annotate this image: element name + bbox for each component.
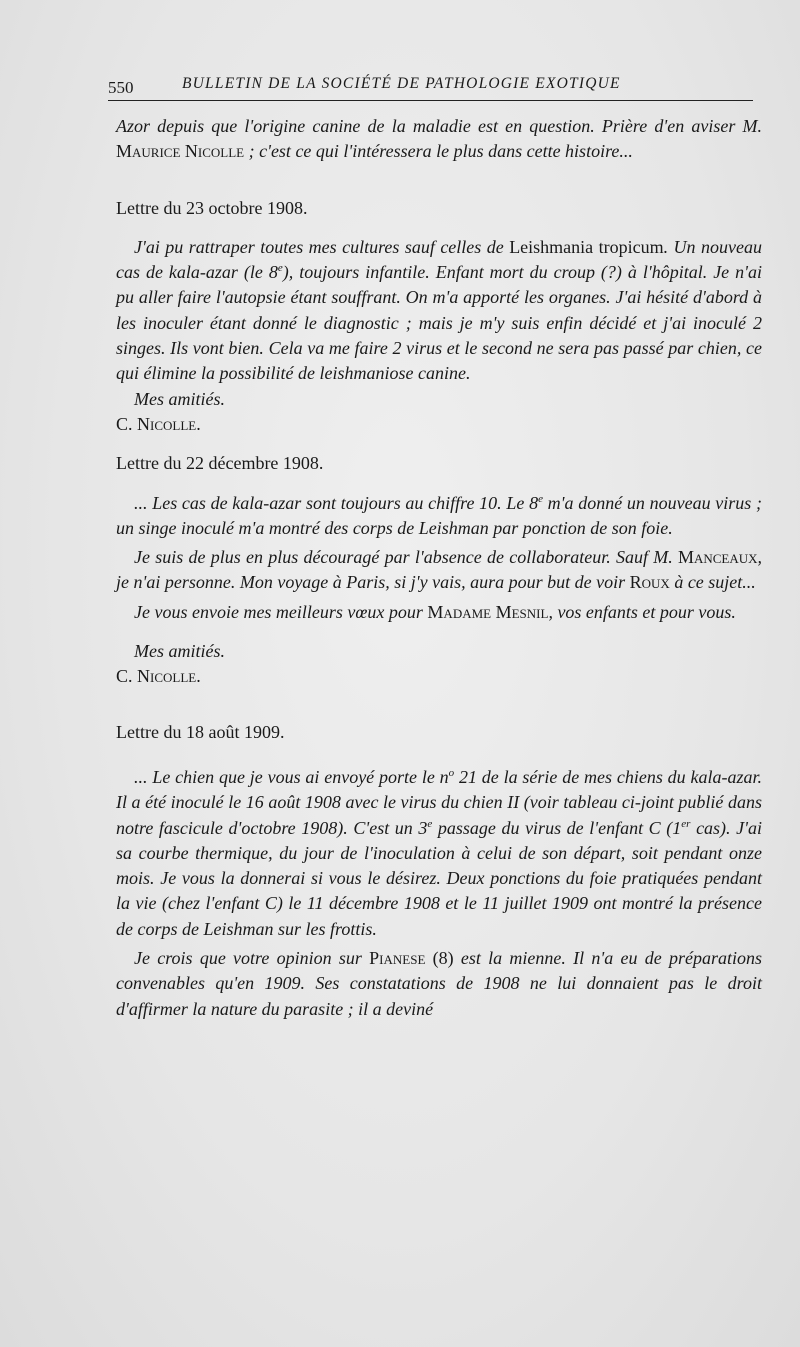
letter1-text-b: . Un nouveau cas de kala-azar (le 8 <box>116 236 762 283</box>
letter3-sup-er: er <box>681 817 691 830</box>
letter3-paragraph-2 <box>116 946 762 1022</box>
letter2-text-b: m'a donné un nouveau virus ; un singe inoculé m'a montré des corps de Leishman par ponction de son foie. <box>116 492 763 538</box>
page-header <box>108 70 753 100</box>
letter1-date: Lettre du 23 octobre 1908. <box>116 197 308 218</box>
letter3-date: Lettre du 18 août 1909. <box>116 721 285 742</box>
intro-paragraph <box>116 114 762 165</box>
header-rule <box>108 100 753 101</box>
letter1-sup: e <box>277 262 283 275</box>
letter2-paragraph-1 <box>116 491 762 542</box>
letter3-text-a: ... Le chien que je vous ai envoyé porte le n <box>134 766 449 787</box>
intro-name: Maurice Nicolle <box>116 141 245 162</box>
letter2-name-mesnil: Madame Mesnil <box>427 601 549 622</box>
letter2-closing: Mes amitiés. <box>134 641 225 662</box>
letter2-text-g: , vos enfants et pour vous. <box>548 601 736 622</box>
letter2-paragraph-3 <box>116 600 762 625</box>
letter1-genus: Leishmania tropicum <box>509 236 664 257</box>
letter2-date: Lettre du 22 décembre 1908. <box>116 453 324 474</box>
letter3-text-e: Je crois que votre opinion sur <box>134 948 370 969</box>
letter3-text-c: passage du virus de l'enfant C (1 <box>432 817 682 838</box>
letter3-text-b: 21 de la série de mes chiens du kala-azar. Il a été inoculé le 16 août 1908 avec le virus du chien II (voir tableau ci-joint publié dans notre fascicule d'octobre 1908). C'est un 3 <box>116 766 762 838</box>
letter3-text-d: cas). J'ai sa courbe thermique, du jour de l'inoculation à celui de son départ, soit pendant onze mois. Je vous la donnerai si vous le désirez. Deux ponctions du foie pratiquées pendant la vie (chez l'enfant C) le 11 décembre 1908 et le 11 juillet 1909 ont montré la présence de corps de Leishman sur les frottis. <box>116 817 762 939</box>
letter3-paragraph-1 <box>116 765 762 942</box>
letter2-text-e: à ce sujet... <box>669 572 756 593</box>
letter1-text-c: ), toujours infantile. Enfant mort du croup (?) à l'hôpital. Je n'ai pu aller faire l'autopsie étant souffrant. On m'a apporté les organes. J'ai hésité d'abord à les inoculer étant donné le diagnostic ; mais je m'y suis enfin décidé et j'ai inoculé 2 singes. Ils vont bien. Cela va me faire 2 virus et le second ne sera pas passé par chien, ce qui élimine la possibilité de leishmaniose canine. <box>116 262 763 384</box>
letter2-sup: e <box>538 492 543 505</box>
letter2-paragraph-2 <box>116 545 762 596</box>
intro-text-2: ; c'est ce qui l'intéressera le plus dans cette histoire... <box>244 141 633 162</box>
letter3-text-f: est la mienne. Il n'a eu de préparations convenables qu'en 1909. Ses constatations de 1908 ne lui donnaient pas le droit d'affirmer la nature du parasite ; il a deviné <box>116 948 762 1019</box>
letter2-text-c: Je suis de plus en plus découragé par l'absence de collaborateur. Sauf M. <box>134 547 678 568</box>
letter2-name-roux: Roux <box>629 572 670 593</box>
letter2-text-f: Je vous envoie mes meilleurs vœux pour <box>134 601 428 622</box>
letter3-sup-e: e <box>427 817 433 830</box>
letter1-paragraph <box>116 235 762 387</box>
letter3-reference: (8) <box>425 948 461 969</box>
letter2-name-manceaux: Manceaux <box>677 547 758 568</box>
running-title: BULLETIN DE LA SOCIÉTÉ DE PATHOLOGIE EXOTIQUE <box>182 75 621 92</box>
document-body <box>116 114 762 1022</box>
letter3-name-pianese: Pianese <box>369 948 426 969</box>
page-number: 550 <box>108 78 134 97</box>
letter1-signature: C. Nicolle. <box>116 413 201 434</box>
letter3-sup-no: o <box>448 766 455 779</box>
letter2-text-a: ... Les cas de kala-azar sont toujours au chiffre 10. Le 8 <box>134 492 539 513</box>
intro-text-1: Azor depuis que l'origine canine de la maladie est en question. Prière d'en aviser M. <box>116 116 762 136</box>
letter2-text-d: , je n'ai personne. Mon voyage à Paris, si j'y vais, aura pour but de voir <box>116 547 762 593</box>
letter1-text-a: J'ai pu rattraper toutes mes cultures sauf celles de <box>134 236 510 257</box>
letter1-closing: Mes amitiés. <box>134 388 225 409</box>
letter2-signature: C. Nicolle. <box>116 666 201 687</box>
